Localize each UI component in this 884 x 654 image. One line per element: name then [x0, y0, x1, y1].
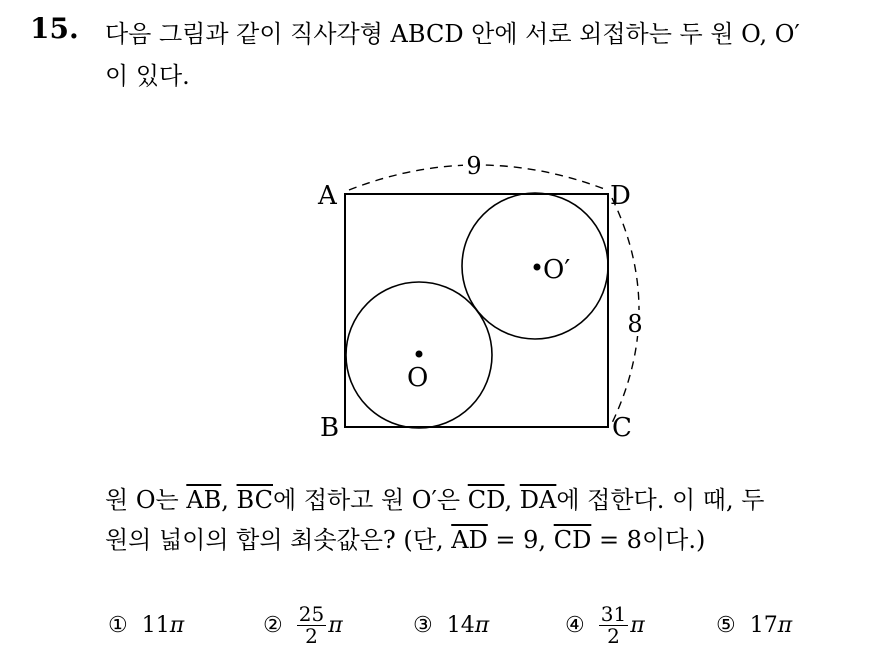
segment-ab: $\overline{AB}$ — [186, 486, 222, 514]
center-dot-o — [416, 351, 423, 358]
choice-number: ② — [263, 612, 283, 638]
question-text-line1: 다음 그림과 같이 직사각형 ABCD 안에 서로 외접하는 두 원 O, O′ — [105, 20, 800, 48]
condition-text: , — [221, 486, 237, 514]
segment-cd: $\overline{CD}$ — [467, 486, 505, 514]
choice-value: 11 — [141, 612, 170, 638]
center-dot-o-prime — [534, 264, 541, 271]
vertex-label-d: D — [610, 181, 631, 211]
fraction-numerator: 31 — [600, 601, 627, 626]
choice-number: ④ — [565, 612, 585, 638]
condition-text: = 9, — [487, 526, 554, 554]
choice-value: 14 — [446, 612, 475, 638]
center-label-o: O — [407, 363, 429, 393]
segment-da: $\overline{DA}$ — [519, 486, 557, 514]
choice-3[interactable] — [413, 596, 489, 654]
answer-choices — [108, 596, 878, 654]
condition-text: , — [504, 486, 520, 514]
fraction-denominator: 2 — [305, 623, 318, 648]
condition-text: = 8이다.) — [591, 526, 706, 554]
choice-2[interactable] — [263, 596, 343, 654]
choice-number: ① — [108, 612, 128, 638]
choice-1[interactable] — [108, 596, 184, 654]
top-dimension-label: 9 — [466, 152, 482, 180]
segment-ad: $\overline{AD}$ — [451, 526, 488, 554]
condition-text: 원의 넓이의 합의 최솟값은? (단, — [105, 526, 452, 554]
choice-5[interactable] — [716, 596, 792, 654]
fraction-denominator: 2 — [607, 623, 620, 648]
vertex-label-b: B — [320, 413, 340, 443]
center-label-o-prime: O′ — [543, 255, 571, 285]
choice-number: ⑤ — [716, 612, 736, 638]
condition-line2 — [105, 520, 705, 555]
condition-text: 에 접하고 원 O′은 — [273, 486, 468, 514]
choice-4[interactable] — [565, 596, 645, 654]
fraction-numerator: 25 — [298, 601, 325, 626]
condition-line1 — [105, 480, 764, 515]
segment-bc: $\overline{BC}$ — [236, 486, 273, 514]
pi-symbol: π — [169, 612, 185, 638]
pi-symbol: π — [630, 612, 645, 638]
right-dimension-label: 8 — [627, 310, 643, 338]
segment-cd: $\overline{CD}$ — [553, 526, 592, 554]
vertex-label-a: A — [318, 181, 337, 211]
choice-value: 17 — [749, 612, 778, 638]
question-text-line2: 이 있다. — [105, 62, 190, 90]
fraction — [599, 601, 628, 648]
vertex-label-c: C — [612, 413, 632, 443]
condition-text: 에 접한다. 이 때, 두 — [556, 486, 765, 514]
pi-symbol: π — [474, 612, 490, 638]
pi-symbol: π — [777, 612, 793, 638]
question-number: 15. — [30, 12, 79, 45]
pi-symbol: π — [328, 612, 343, 638]
condition-text: 원 O는 — [105, 486, 187, 514]
fraction — [297, 601, 326, 648]
choice-number: ③ — [413, 612, 433, 638]
